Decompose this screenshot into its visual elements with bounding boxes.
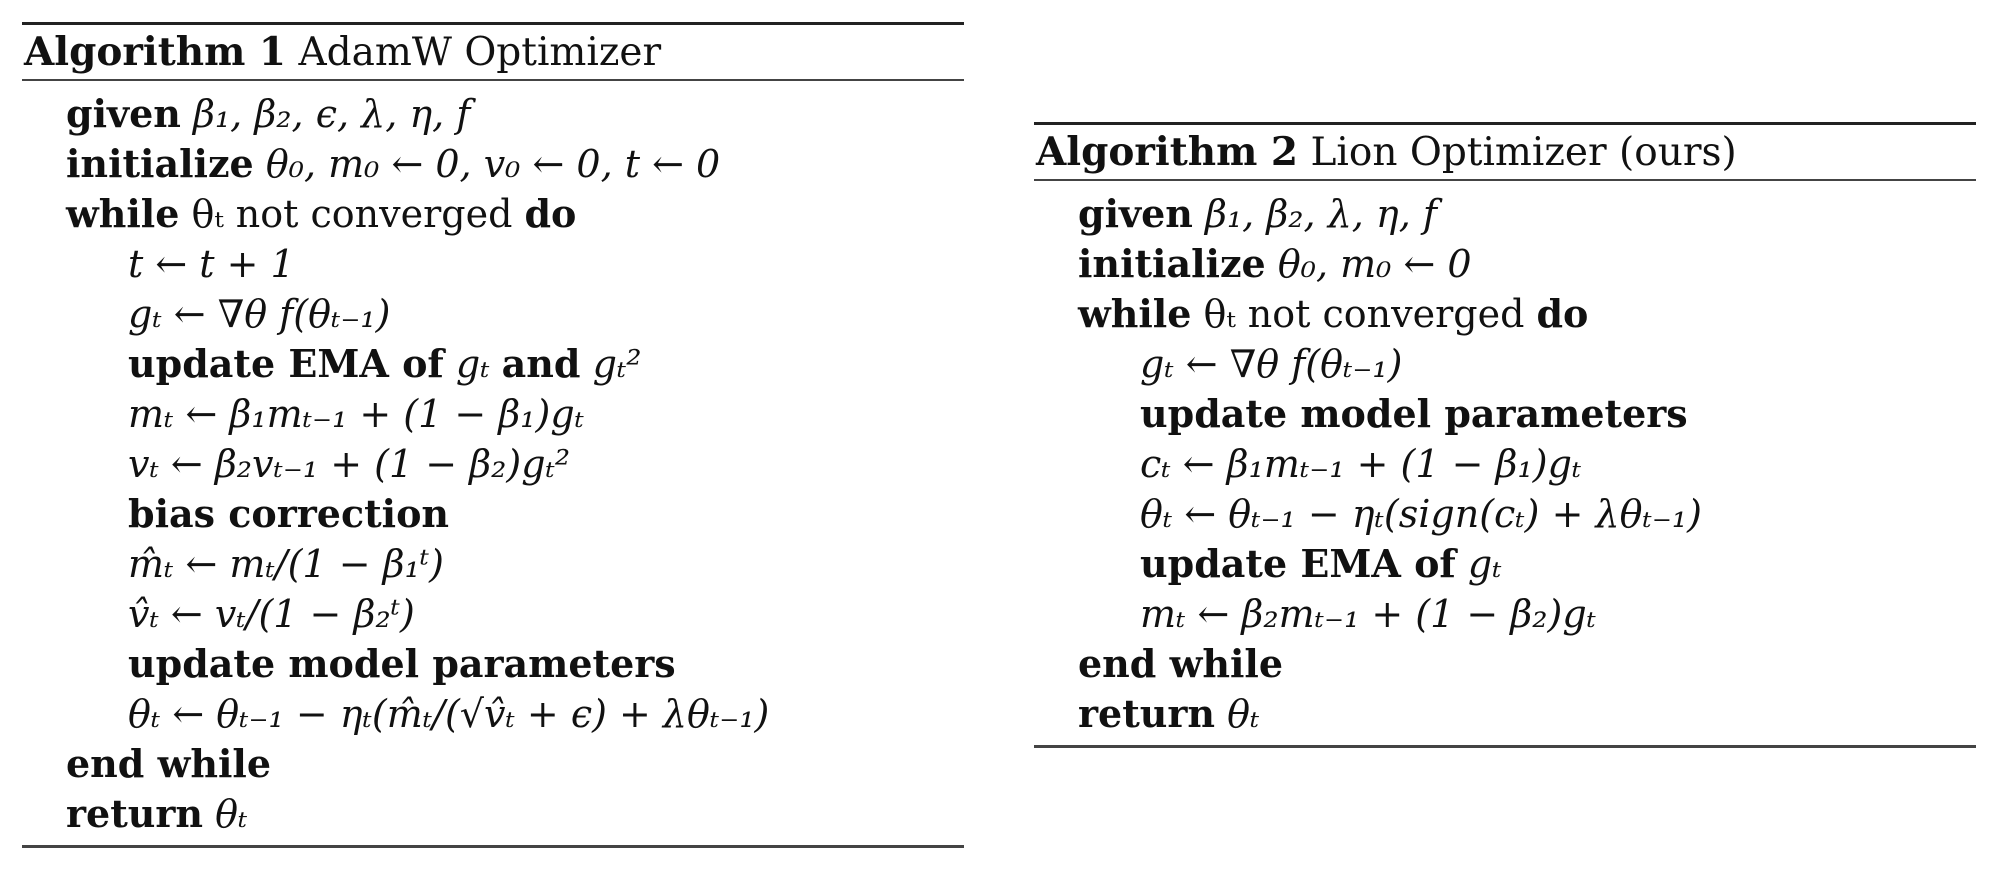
line-momentum bbox=[1034, 589, 1976, 639]
line-keyword: update EMA of bbox=[128, 341, 444, 386]
line-keyword: while bbox=[1078, 291, 1192, 336]
line-math: m̂ₜ ← mₜ/(1 − β₁ᵗ) bbox=[128, 542, 445, 586]
line-math: θₜ bbox=[1215, 692, 1260, 736]
line-math: θₜ bbox=[203, 792, 248, 836]
line-update-params bbox=[1034, 389, 1976, 439]
bottom-rule bbox=[1034, 745, 1976, 748]
line-update-ema bbox=[1034, 539, 1976, 589]
line-math: cₜ ← β₁mₜ₋₁ + (1 − β₁)gₜ bbox=[1140, 442, 1582, 486]
line-gradient bbox=[1034, 339, 1976, 389]
algorithm-caption bbox=[22, 25, 964, 79]
line-return bbox=[22, 789, 964, 839]
line-keyword: end while bbox=[1078, 641, 1283, 686]
line-math-2: gₜ² bbox=[580, 342, 642, 386]
line-math: θ₀, m₀ ← 0 bbox=[1265, 242, 1472, 286]
line-keyword: bias correction bbox=[128, 491, 450, 536]
line-keyword: while bbox=[66, 191, 180, 236]
line-math: θₜ not converged bbox=[1191, 292, 1537, 336]
bottom-rule bbox=[22, 845, 964, 848]
line-math: gₜ bbox=[1455, 542, 1502, 586]
line-keyword: initialize bbox=[1078, 241, 1266, 286]
line-keyword: update model parameters bbox=[1140, 391, 1688, 436]
line-keyword: update EMA of bbox=[1140, 541, 1456, 586]
line-theta-update bbox=[22, 689, 964, 739]
algorithm-caption bbox=[1034, 125, 1976, 179]
line-step bbox=[22, 239, 964, 289]
line-keyword-and: and bbox=[501, 341, 581, 386]
line-keyword: return bbox=[1078, 691, 1216, 736]
line-end-while bbox=[1034, 639, 1976, 689]
line-keyword-do: do bbox=[1536, 291, 1589, 336]
line-while bbox=[1034, 289, 1976, 339]
line-initialize bbox=[22, 139, 964, 189]
line-update-ema bbox=[22, 339, 964, 389]
line-math: θ₀, m₀ ← 0, v₀ ← 0, t ← 0 bbox=[253, 142, 721, 186]
line-math: β₁, β₂, ϵ, λ, η, f bbox=[180, 92, 471, 136]
line-given bbox=[22, 89, 964, 139]
line-v-hat bbox=[22, 589, 964, 639]
line-first-moment bbox=[22, 389, 964, 439]
algorithm-body bbox=[1034, 181, 1976, 745]
line-given bbox=[1034, 189, 1976, 239]
line-keyword: update model parameters bbox=[128, 641, 676, 686]
line-theta-update bbox=[1034, 489, 1976, 539]
algorithm-2-lion bbox=[1034, 122, 1976, 748]
algorithm-1-adamw bbox=[22, 22, 964, 848]
line-while bbox=[22, 189, 964, 239]
line-bias-correction bbox=[22, 489, 964, 539]
line-second-moment bbox=[22, 439, 964, 489]
line-math: t ← t + 1 bbox=[128, 242, 295, 286]
line-keyword: return bbox=[66, 791, 204, 836]
line-math: gₜ bbox=[443, 342, 502, 386]
line-update-params bbox=[22, 639, 964, 689]
algorithm-title: Lion Optimizer (ours) bbox=[1310, 130, 1737, 175]
algorithm-body bbox=[22, 81, 964, 845]
line-math: θₜ ← θₜ₋₁ − ηₜ(sign(cₜ) + λθₜ₋₁) bbox=[1140, 492, 1702, 536]
line-math: vₜ ← β₂vₜ₋₁ + (1 − β₂)gₜ² bbox=[128, 442, 571, 486]
line-math: v̂ₜ ← vₜ/(1 − β₂ᵗ) bbox=[128, 592, 415, 636]
line-m-hat bbox=[22, 539, 964, 589]
line-initialize bbox=[1034, 239, 1976, 289]
line-end-while bbox=[22, 739, 964, 789]
line-interpolation bbox=[1034, 439, 1976, 489]
algorithm-label: Algorithm 2 bbox=[1036, 129, 1299, 175]
line-math: mₜ ← β₁mₜ₋₁ + (1 − β₁)gₜ bbox=[128, 392, 585, 436]
line-math: θₜ ← θₜ₋₁ − ηₜ(m̂ₜ/(√v̂ₜ + ϵ) + λθₜ₋₁) bbox=[128, 692, 770, 736]
algorithm-title: AdamW Optimizer bbox=[298, 30, 662, 75]
line-keyword: given bbox=[66, 91, 181, 136]
line-keyword: end while bbox=[66, 741, 271, 786]
line-keyword: initialize bbox=[66, 141, 254, 186]
line-keyword: given bbox=[1078, 191, 1193, 236]
line-math: β₁, β₂, λ, η, f bbox=[1192, 192, 1437, 236]
line-math: θₜ not converged bbox=[179, 192, 525, 236]
algorithm-label: Algorithm 1 bbox=[24, 29, 287, 75]
line-math: gₜ ← ∇θ f(θₜ₋₁) bbox=[128, 292, 391, 336]
line-keyword-do: do bbox=[524, 191, 577, 236]
line-gradient bbox=[22, 289, 964, 339]
line-math: mₜ ← β₂mₜ₋₁ + (1 − β₂)gₜ bbox=[1140, 592, 1597, 636]
line-return bbox=[1034, 689, 1976, 739]
line-math: gₜ ← ∇θ f(θₜ₋₁) bbox=[1140, 342, 1403, 386]
